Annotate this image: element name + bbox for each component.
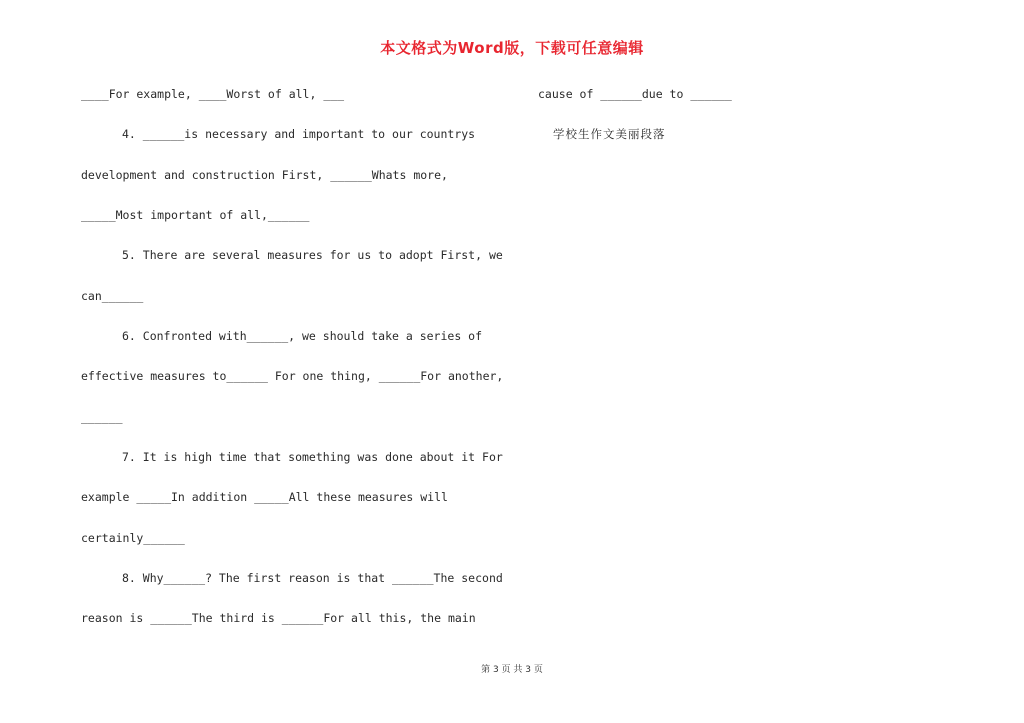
- text-line: ______: [81, 410, 123, 424]
- text-line: 5. There are several measures for us to adopt First, we: [122, 248, 503, 262]
- text-line: can______: [81, 289, 144, 303]
- text-line: effective measures to______ For one thing, ______For another,: [81, 369, 504, 383]
- text-line: example _____In addition _____All these measures will: [81, 490, 448, 504]
- text-line: 4. ______is necessary and important to our countrys: [122, 127, 476, 141]
- document-header-title: 本文格式为Word版，下载可任意编辑: [380, 39, 644, 57]
- text-line: certainly______: [81, 531, 185, 545]
- text-line: reason is ______The third is ______For all this, the main: [81, 611, 476, 625]
- text-line: ____For example, ____Worst of all, ___: [81, 87, 345, 101]
- page-number-footer: 第 3 页 共 3 页: [481, 665, 543, 675]
- text-line: 8. Why______? The first reason is that ______The second: [122, 571, 503, 585]
- text-line: 7. It is high time that something was done about it For: [122, 450, 503, 464]
- text-line: cause of ______due to ______: [538, 87, 732, 101]
- text-line: development and construction First, ______Whats more,: [81, 168, 448, 182]
- text-line: 学校生作文美丽段落: [553, 127, 666, 141]
- text-line: 6. Confronted with______, we should take a series of: [122, 329, 483, 343]
- text-line: _____Most important of all,______: [81, 208, 310, 222]
